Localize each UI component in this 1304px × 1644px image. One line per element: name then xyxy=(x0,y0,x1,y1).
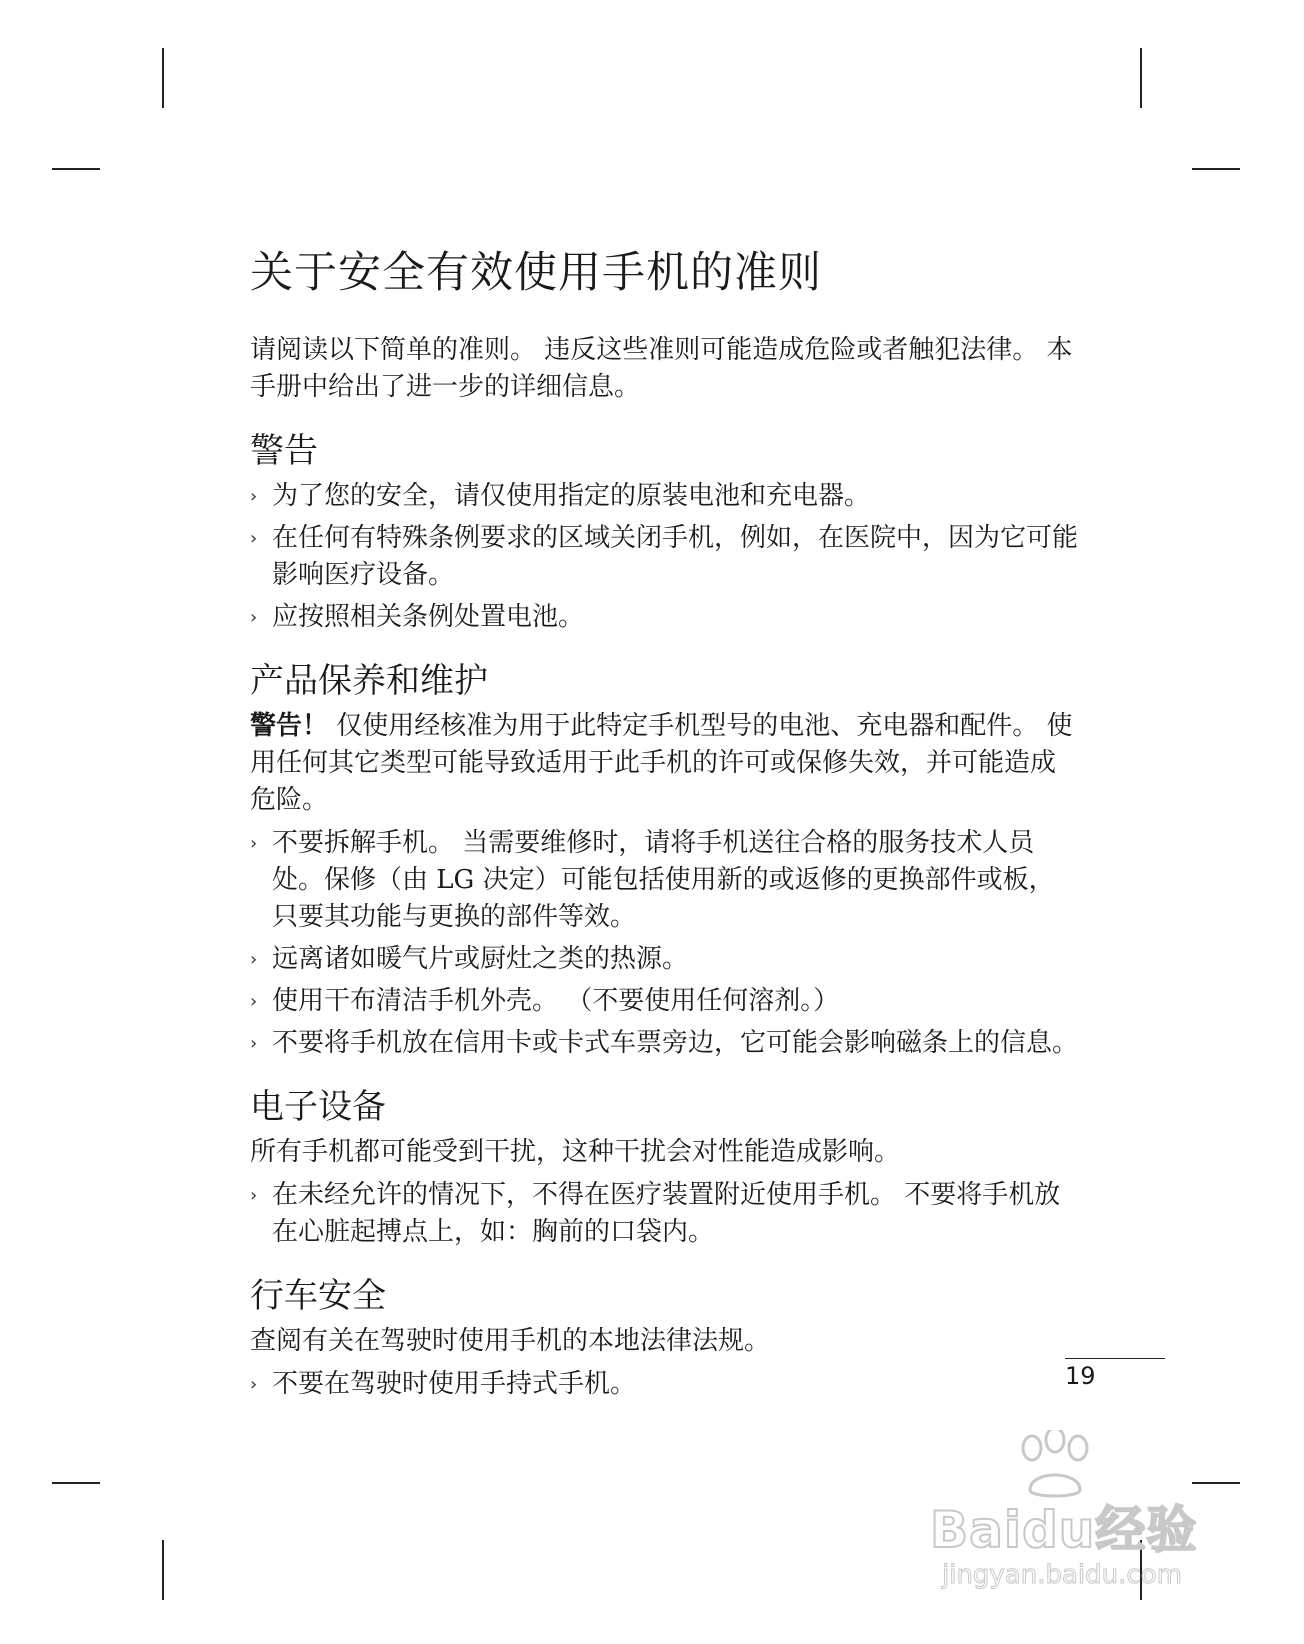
crop-mark xyxy=(162,48,164,108)
list-item: › 不要拆解手机。 当需要维修时，请将手机送往合格的服务技术人员处。保修（由 LG 决定）可能包括使用新的或返修的更换部件或板，只要其功能与更换的部件等效。 xyxy=(250,825,1080,936)
list-item: › 在任何有特殊条例要求的区域关闭手机，例如，在医院中，因为它可能影响医疗设备。 xyxy=(250,520,1080,594)
list-item: › 使用干布清洁手机外壳。 （不要使用任何溶剂。） xyxy=(250,983,1080,1020)
page-number: 19 xyxy=(1065,1362,1096,1390)
list-item: › 不要在驾驶时使用手持式手机。 xyxy=(250,1366,1080,1403)
list-item: › 在未经允许的情况下，不得在医疗装置附近使用手机。 不要将手机放在心脏起搏点上，如：胸前的口袋内。 xyxy=(250,1177,1080,1251)
section-intro: 查阅有关在驾驶时使用手机的本地法律法规。 xyxy=(250,1326,771,1356)
bullet-list xyxy=(250,825,1080,1062)
warning-paragraph xyxy=(250,708,1080,819)
page-title: 关于安全有效使用手机的准则 xyxy=(250,248,822,298)
crop-mark xyxy=(52,1482,100,1484)
bullet-list xyxy=(250,1177,1080,1251)
list-item: › 为了您的安全，请仅使用指定的原装电池和充电器。 xyxy=(250,478,1080,515)
chevron-right-icon: › xyxy=(250,486,258,507)
chevron-right-icon: › xyxy=(250,949,258,970)
crop-mark xyxy=(1140,48,1142,108)
list-item: › 远离诸如暖气片或厨灶之类的热源。 xyxy=(250,941,1080,978)
chevron-right-icon: › xyxy=(250,991,258,1012)
crop-mark xyxy=(162,1540,164,1600)
list-item: › 应按照相关条例处置电池。 xyxy=(250,599,1080,636)
page-number-rule xyxy=(1065,1358,1165,1359)
intro-paragraph: 请阅读以下简单的准则。 违反这些准则可能造成危险或者触犯法律。 本手册中给出了进一步的详细信息。 xyxy=(250,335,1073,402)
watermark-url: jingyan.baidu.com xyxy=(942,1560,1182,1590)
baidu-watermark xyxy=(930,1430,1230,1620)
chevron-right-icon: › xyxy=(250,833,258,854)
section-intro: 所有手机都可能受到干扰，这种干扰会对性能造成影响。 xyxy=(250,1137,901,1167)
section-heading-warning: 警告 xyxy=(250,431,318,471)
chevron-right-icon: › xyxy=(250,1374,258,1395)
section-heading-driving: 行车安全 xyxy=(250,1276,386,1316)
bullet-list xyxy=(250,1366,1080,1403)
section-heading-electronics: 电子设备 xyxy=(250,1087,386,1127)
chevron-right-icon: › xyxy=(250,1033,258,1054)
section-heading-care: 产品保养和维护 xyxy=(250,661,488,701)
list-item: › 不要将手机放在信用卡或卡式车票旁边，它可能会影响磁条上的信息。 xyxy=(250,1025,1080,1062)
page-content xyxy=(250,240,1080,1408)
crop-mark xyxy=(52,168,100,170)
chevron-right-icon: › xyxy=(250,1185,258,1206)
watermark-brand: Baidu经验 xyxy=(930,1501,1198,1559)
bullet-list xyxy=(250,478,1080,636)
chevron-right-icon: › xyxy=(250,607,258,628)
warning-label: 警告！ xyxy=(250,711,329,741)
chevron-right-icon: › xyxy=(250,528,258,549)
warning-text: 仅使用经核准为用于此特定手机型号的电池、充电器和配件。 使用任何其它类型可能导致适用于此手机的许可或保修失效，并可能造成危险。 xyxy=(250,711,1073,815)
crop-mark xyxy=(1192,168,1240,170)
